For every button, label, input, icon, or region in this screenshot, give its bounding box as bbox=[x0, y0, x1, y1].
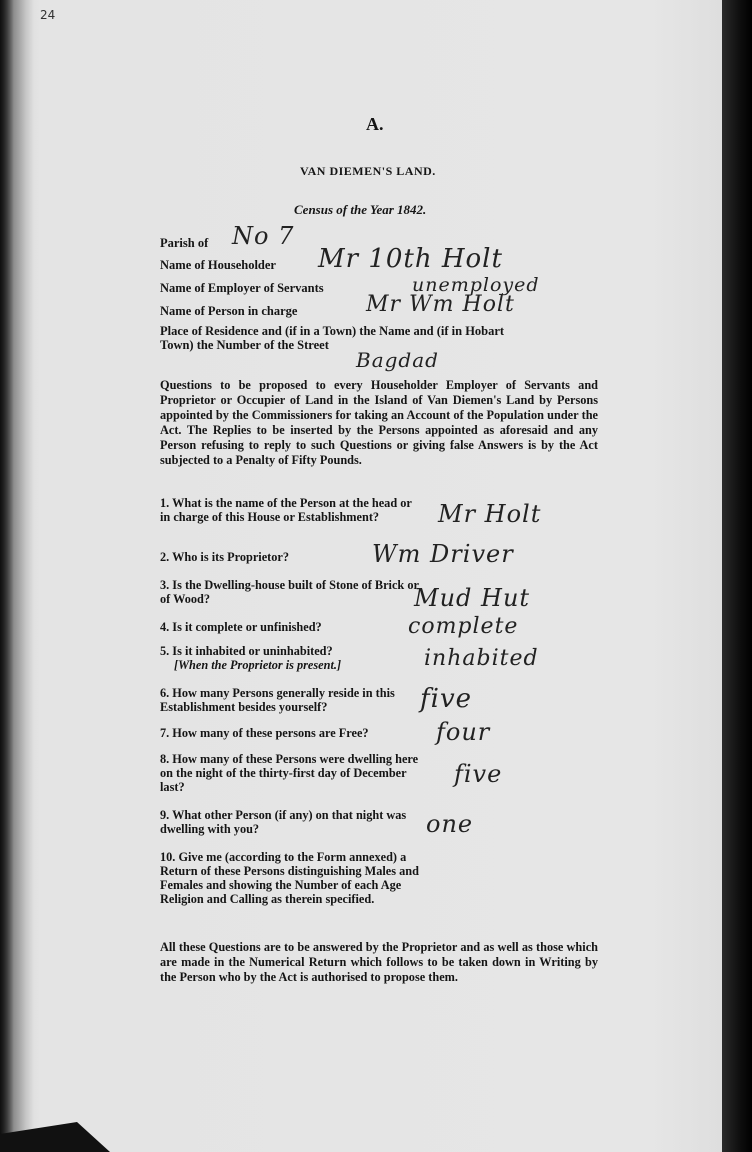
residence-label-line-1: Place of Residence and (if in a Town) the Name and (if in Hobart bbox=[160, 324, 505, 338]
scan-edge-right bbox=[722, 0, 752, 1152]
question-10: 10. Give me (according to the Form annexed) a Return of these Persons distinguishing Males and Females and showing the Number of each Age Religion and Calling as therein specified. bbox=[160, 850, 419, 906]
form-letter: A. bbox=[366, 114, 384, 134]
question-5-note: [When the Proprietor is present.] bbox=[174, 658, 342, 672]
parish-value: No 7 bbox=[232, 222, 295, 250]
residence-value: Bagdad bbox=[356, 348, 439, 372]
householder-value: Mr 10th Holt bbox=[318, 244, 503, 274]
page-binding-shadow bbox=[0, 0, 34, 1152]
answer-2: Wm Driver bbox=[372, 540, 514, 568]
question-3: 3. Is the Dwelling-house built of Stone of Brick or of Wood? bbox=[160, 578, 419, 606]
answer-8: five bbox=[454, 760, 503, 788]
question-6: 6. How many Persons generally reside in this Establishment besides yourself? bbox=[160, 686, 395, 714]
closing-paragraph: All these Questions are to be answered by the Proprietor and as well as those which are made in the Numerical Return which follows to be taken down in Writing by the Person who by the Act is authorised to propose them. bbox=[160, 940, 598, 984]
employer-label: Name of Employer of Servants bbox=[160, 281, 324, 295]
residence-label-line-2: Town) the Number of the Street bbox=[160, 338, 329, 352]
question-8: 8. How many of these Persons were dwelling here on the night of the thirty-first day of December last? bbox=[160, 752, 419, 794]
question-1: 1. What is the name of the Person at the head or in charge of this House or Establishment? bbox=[160, 496, 412, 524]
census-title: Census of the Year 1842. bbox=[294, 202, 427, 217]
question-9: 9. What other Person (if any) on that night was dwelling with you? bbox=[160, 808, 407, 836]
page-number: 24 bbox=[40, 8, 56, 22]
question-7: 7. How many of these persons are Free? bbox=[160, 726, 369, 740]
answer-9: one bbox=[426, 810, 474, 838]
answer-1: Mr Holt bbox=[438, 500, 542, 528]
person-in-charge-value: Mr Wm Holt bbox=[366, 292, 515, 317]
employer-value: unemployed bbox=[412, 274, 540, 296]
person-in-charge-label: Name of Person in charge bbox=[160, 304, 298, 318]
intro-paragraph: Questions to be proposed to every Householder Employer of Servants and Proprietor or Occupier of Land in the Island of Van Diemen's Land by Persons appointed by the Commissioners for taking an Account of the Population under the Act. The Replies to be inserted by the Persons appointed as aforesaid and any Person refusing to reply to such Questions or giving false Answers is by the Act subjected to a Penalty of Fifty Pounds. bbox=[160, 378, 598, 467]
answer-6: five bbox=[420, 684, 473, 714]
answer-5: inhabited bbox=[424, 646, 539, 671]
colony-heading: VAN DIEMEN'S LAND. bbox=[300, 164, 436, 178]
answer-3: Mud Hut bbox=[414, 584, 531, 612]
question-5: 5. Is it inhabited or uninhabited? bbox=[160, 644, 333, 658]
question-4: 4. Is it complete or unfinished? bbox=[160, 620, 322, 634]
question-2: 2. Who is its Proprietor? bbox=[160, 550, 289, 564]
householder-label: Name of Householder bbox=[160, 258, 276, 272]
answer-4: complete bbox=[408, 614, 519, 639]
parish-label: Parish of bbox=[160, 236, 209, 250]
answer-7: four bbox=[436, 718, 491, 746]
